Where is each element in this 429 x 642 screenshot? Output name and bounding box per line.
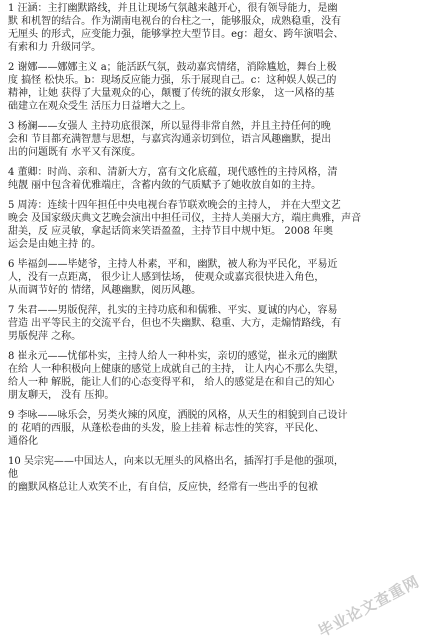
text-line: 6 毕福剑——毕姥爷，主持人朴素，平和，幽默，被人称为平民化，平易近 [8,259,338,270]
text-line: 精神，让她 获得了大量观众的心，颠覆了传统的淑女形象， 这一风格的基 [8,88,335,99]
paragraph [8,304,421,343]
text-line: 在给 人一种积极向上健康的感觉上成就自己的主持， 让人内心不那么失望， [8,364,345,375]
text-line: 默 和机智的结合。作为湖南电视台的台柱之一，能够服众，成熟稳重，没有 [8,16,342,27]
paragraph [8,455,421,494]
text-line: 10 吴宗宪——中国达人，向来以无厘头的风格出名，插浑打手是他的强项， [8,456,344,467]
text-line: 3 杨澜——女强人 主持功底很深，所以显得非常自然，并且主持任何的晚 [8,121,331,132]
text-line: 晚会 及国家级庆典文艺晚会演出中担任司仪，主持人美丽大方，端庄典雅，声音 [8,213,362,224]
text-line: 的幽默风格总让人欢笑不止，有自信，反应快，经常有一些出乎的包袱 [8,482,318,493]
paragraph [8,258,421,297]
text-line: 出的问题既有 水平又有深度。 [8,147,142,158]
paragraph [8,2,421,54]
text-line: 从而调节好的 情绪，风趣幽默，阅历风趣。 [8,285,202,296]
text-line: 他 [8,469,18,480]
text-line: 1 汪涵：主打幽默路线，并且让现场气氛越来越开心，很有领导能力，是幽 [8,3,338,14]
text-line: 度 搞怪 松快乐。b：现场反应能力强，乐于展现自己。c：这种娱人娱己的 [8,75,337,86]
paragraph [8,61,421,113]
watermark: 毕业论文查重网 [315,572,423,641]
text-line: 给人一种 解脱，能让人们的心态变得平和， 给人的感觉是在和自己的知心 [8,377,335,388]
text-line: 通俗化 [8,436,38,447]
paragraph [8,350,421,402]
text-line: 甜美，反 应灵敏，拿起话筒来笑语盈盈，主持节目中规中矩。 2008 年奥 [8,226,333,237]
text-line: 础建立在观众受生 活压力日益增大之上。 [8,101,192,112]
text-line: 7 朱君——男版倪萍，扎实的主持功底和和儒雅、平实、夏诚的内心，容易 [8,305,338,316]
text-line: 5 周涛：连续十四年担任中央电视台春节联欢晚会的主持人， 并在大型文艺 [8,200,341,211]
text-line: 无厘头 的形式，应变能力强，能够掌控大型节目。eg：超女、跨年演唱会、 [8,29,344,40]
paragraph [8,409,421,448]
text-line: 2 谢娜——娜娜主义 a；能活跃气氛，鼓动嘉宾情绪，消除尴尬，舞台上极 [8,62,337,73]
text-line: 营造 出平等民主的交流平台，但也不失幽默、稳重、大方，走煽情路线，有 [8,318,342,329]
paragraph [8,166,421,192]
text-line: 有索和力 升级同学。 [8,42,102,53]
paragraph [8,199,421,251]
text-line: 8 崔永元——忧郁朴实，主持人给人一种朴实，亲切的感觉，崔永元的幽默 [8,351,338,362]
text-line: 的 花哨的西服，从蓬松卷曲的头发，脸上挂着 标志性的笑容，平民化、 [8,423,325,434]
text-line: 人，没有一点距离， 很少让人感到怯场， 使观众或嘉宾很快进入角色， [8,272,325,283]
paragraph [8,120,421,159]
text-line: 4 董卿：时尚、亲和、清新大方，富有文化底蕴，现代感性的主持风格，清 [8,167,338,178]
text-line: 运会是由她主持 的。 [8,239,102,250]
text-line: 纯靓 丽中包含着优雅端庄，含蓄内敛的气质赋予了她收放自如的主持。 [8,180,322,191]
text-line: 男版倪萍 之称。 [8,331,82,342]
text-line: 会和 节目都充满智慧与思想，与嘉宾沟通亲切到位，语言风趣幽默，提出 [8,134,332,145]
text-line: 9 李咏——咏乐会，另类火辣的风度，洒脱的风格，从天生的相貌到自己设计 [8,410,348,421]
text-line: 朋友聊天， 没有 压抑。 [8,390,115,401]
